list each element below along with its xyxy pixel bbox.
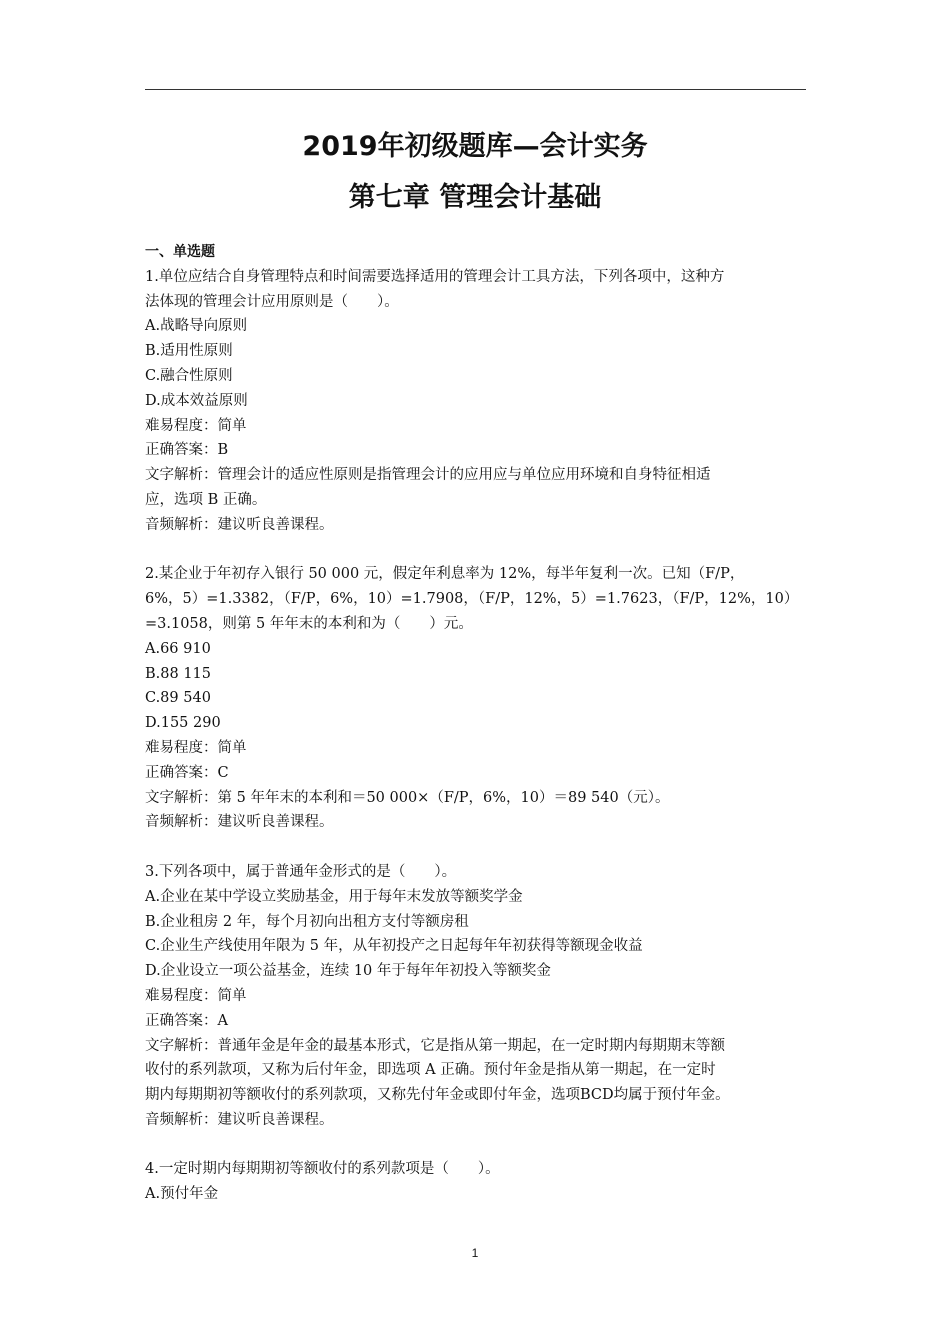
audio-analysis: 音频解析：建议听良善课程。 — [145, 814, 334, 831]
section-heading: 一、单选题 — [145, 244, 215, 260]
option-d: D.企业设立一项公益基金，连续 10 年于每年年初投入等额奖金 — [145, 963, 551, 980]
question-stem-line: 1.单位应结合自身管理特点和时间需要选择适用的管理会计工具方法，下列各项中，这种方 — [145, 268, 725, 285]
header-rule — [145, 89, 806, 90]
correct-answer: 正确答案：B — [145, 442, 229, 459]
chapter-title: 第七章 管理会计基础 — [348, 182, 602, 213]
question-stem-line: 6%，5）=1.3382，（F/P，6%，10）=1.7908，（F/P，12%，5）=1.7623，（F/P，12%，10） — [145, 591, 799, 608]
audio-analysis: 音频解析：建议听良善课程。 — [145, 516, 334, 533]
question-stem-line: 法体现的管理会计应用原则是（ ）。 — [145, 293, 399, 310]
page-number: 1 — [471, 1246, 479, 1260]
option-b: B.88 115 — [145, 665, 212, 682]
option-d: D.成本效益原则 — [145, 392, 248, 409]
question-stem-line: 4.一定时期内每期期初等额收付的系列款项是（ ）。 — [145, 1161, 500, 1178]
text-analysis: 收付的系列款项，又称为后付年金，即选项 A 正确。预付年金是指从第一期起，在一定时 — [145, 1062, 716, 1079]
option-c: C.企业生产线使用年限为 5 年，从年初投产之日起每年年初获得等额现金收益 — [145, 938, 643, 955]
document-title: 2019年初级题库—会计实务 — [302, 131, 648, 162]
option-c: C.89 540 — [145, 690, 211, 707]
question-stem-line: 3.下列各项中，属于普通年金形式的是（ ）。 — [145, 863, 457, 880]
text-analysis: 文字解析：第 5 年年末的本利和＝50 000×（F/P，6%，10）＝89 540（元）。 — [145, 789, 670, 806]
text-analysis: 文字解析：管理会计的适应性原则是指管理会计的应用应与单位应用环境和自身特征相适 — [145, 467, 711, 484]
question-stem-line: 2.某企业于年初存入银行 50 000 元，假定年利息率为 12%，每半年复利一次。已知（F/P， — [145, 566, 745, 583]
text-analysis: 期内每期期初等额收付的系列款项，又称先付年金或即付年金，选项BCD均属于预付年金。 — [145, 1087, 730, 1104]
question-2 — [145, 562, 810, 835]
difficulty: 难易程度：简单 — [145, 417, 247, 434]
option-d: D.155 290 — [145, 715, 221, 732]
correct-answer: 正确答案：A — [145, 1012, 228, 1029]
correct-answer: 正确答案：C — [145, 764, 229, 781]
option-a: A.66 910 — [145, 640, 211, 657]
option-a: A.战略导向原则 — [145, 318, 248, 335]
question-4 — [145, 1157, 810, 1207]
question-3 — [145, 860, 810, 1133]
audio-analysis: 音频解析：建议听良善课程。 — [145, 1111, 334, 1128]
difficulty: 难易程度：简单 — [145, 739, 247, 756]
text-analysis: 应，选项 B 正确。 — [145, 491, 267, 508]
option-a: A.企业在某中学设立奖励基金，用于每年末发放等额奖学金 — [145, 888, 523, 905]
option-b: B.适用性原则 — [145, 343, 233, 360]
option-a: A.预付年金 — [145, 1186, 219, 1203]
option-b: B.企业租房 2 年，每个月初向出租方支付等额房租 — [145, 913, 469, 930]
question-1 — [145, 265, 810, 538]
question-stem-line: =3.1058，则第 5 年年末的本利和为（ ）元。 — [145, 615, 473, 632]
option-c: C.融合性原则 — [145, 367, 233, 384]
document-body — [145, 240, 810, 1232]
difficulty: 难易程度：简单 — [145, 987, 247, 1004]
text-analysis: 文字解析：普通年金是年金的最基本形式，它是指从第一期起，在一定时期内每期期末等额 — [145, 1037, 725, 1054]
